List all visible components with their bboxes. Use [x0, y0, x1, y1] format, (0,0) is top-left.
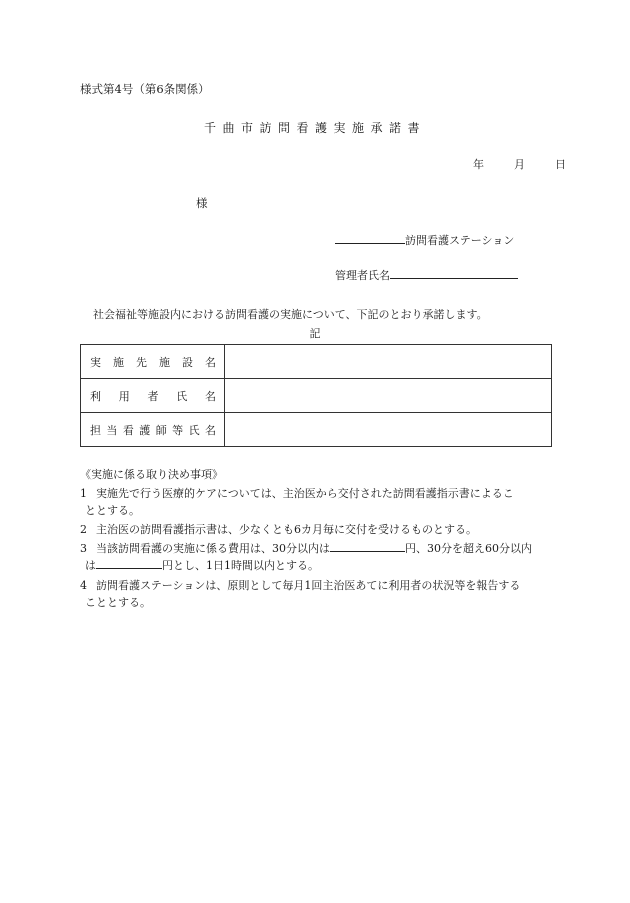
user-name-value[interactable]	[225, 379, 552, 413]
fee-60min-blank[interactable]	[96, 557, 162, 569]
date-year: 年	[473, 158, 484, 171]
item-text-continued: こととする。	[85, 596, 151, 609]
item-text-continued: 円とし、1日1時間以内とする。	[162, 559, 319, 572]
date-day: 日	[555, 158, 566, 171]
info-table	[80, 344, 552, 447]
item-text: 主治医の訪問看護指示書は、少なくとも6カ月毎に交付を受けるものとする。	[96, 523, 477, 536]
agreement-item-2	[80, 521, 477, 538]
nurse-name-value[interactable]	[225, 413, 552, 447]
intro-text: 社会福祉等施設内における訪問看護の実施について、下記のとおり承諾します。	[93, 308, 488, 321]
agreement-item-3	[80, 540, 532, 574]
station-line	[335, 232, 514, 248]
ki-heading: 記	[309, 327, 321, 340]
item-text-continued: は	[85, 559, 96, 572]
station-name-blank[interactable]	[335, 232, 405, 244]
item-number: 2	[80, 523, 87, 536]
facility-name-value[interactable]	[225, 345, 552, 379]
document-title: 千曲市訪問看護実施承諾書	[203, 121, 426, 135]
item-number: 1	[80, 487, 87, 500]
date-month: 月	[514, 158, 525, 171]
item-text: 訪問看護ステーションは、原則として毎月1回主治医あてに利用者の状況等を報告する	[96, 579, 521, 592]
table-row	[81, 345, 552, 379]
addressee-suffix: 様	[196, 196, 208, 210]
agreement-heading: 《実施に係る取り決め事項》	[80, 468, 223, 481]
user-name-label: 利用者氏名	[81, 379, 225, 413]
item-text: 実施先で行う医療的ケアについては、主治医から交付された訪問看護指示書によるこ	[96, 487, 514, 500]
agreement-item-4	[80, 577, 520, 611]
item-text: 当該訪問看護の実施に係る費用は、30分以内は	[96, 542, 330, 555]
item-number: 4	[80, 579, 87, 592]
facility-name-label: 実施先施設名	[81, 345, 225, 379]
item-text: 円、30分を超え60分以内	[405, 542, 532, 555]
manager-name-blank[interactable]	[390, 267, 518, 279]
form-number: 様式第4号（第6条関係）	[80, 82, 210, 96]
date-line	[443, 156, 566, 172]
manager-line	[335, 267, 518, 283]
table-row	[81, 379, 552, 413]
nurse-name-label: 担当看護師等氏名	[81, 413, 225, 447]
manager-label: 管理者氏名	[335, 269, 390, 282]
table-row	[81, 413, 552, 447]
fee-30min-blank[interactable]	[330, 540, 405, 552]
agreement-item-1	[80, 485, 514, 519]
item-number: 3	[80, 542, 87, 555]
station-suffix: 訪問看護ステーション	[405, 234, 515, 247]
item-text-continued: ととする。	[85, 504, 140, 517]
